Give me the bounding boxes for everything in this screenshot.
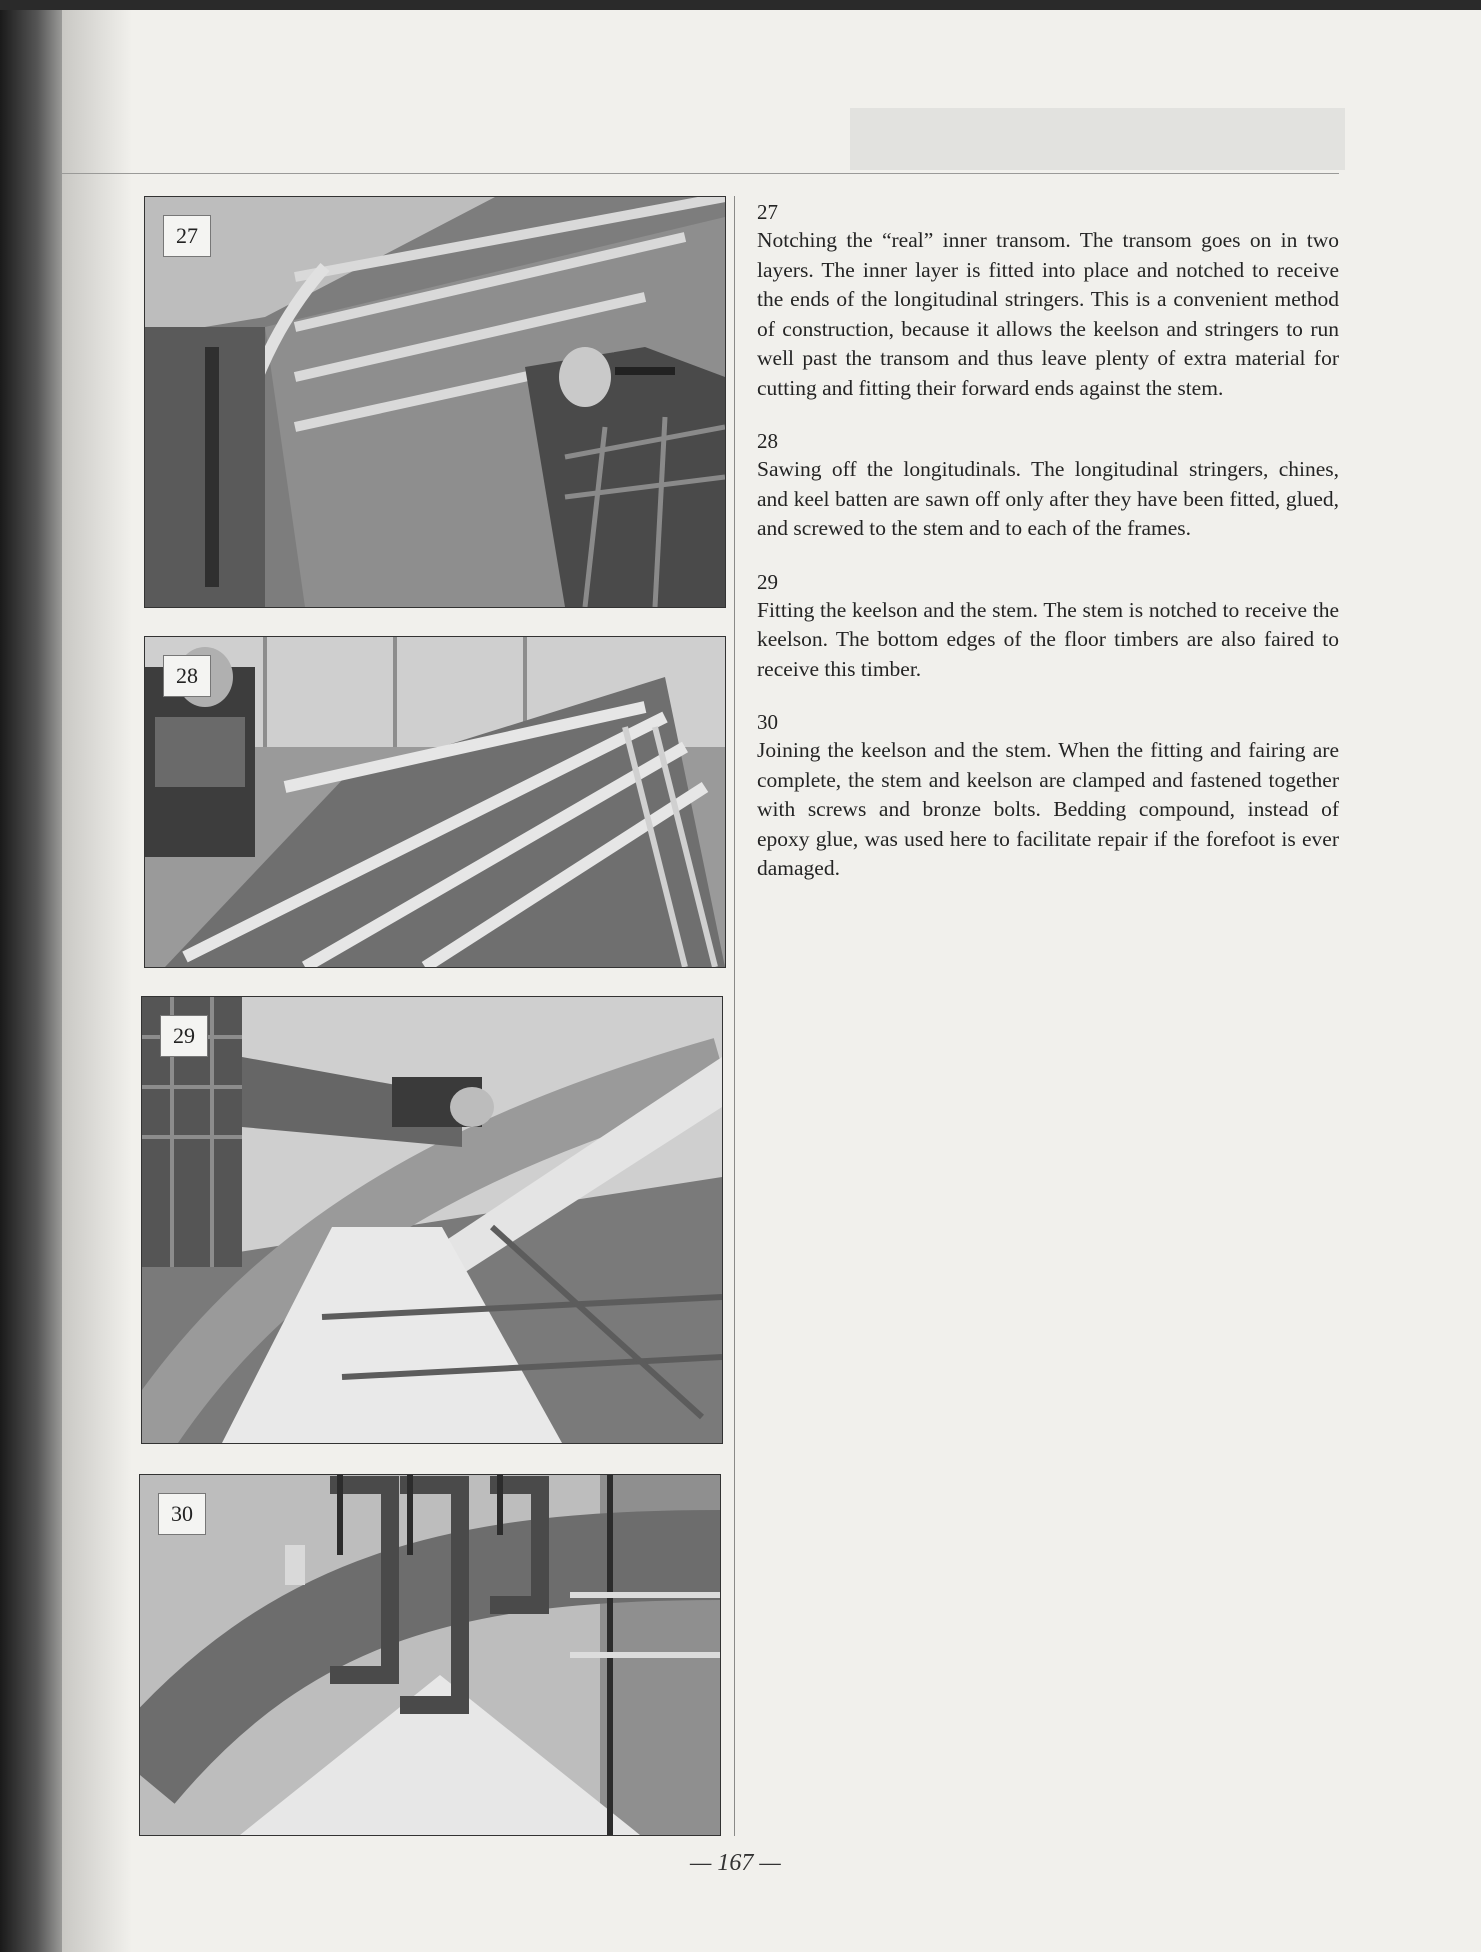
caption-number: 29 xyxy=(757,569,778,594)
caption-27 xyxy=(757,198,1339,403)
bleed-through-header xyxy=(850,108,1345,170)
caption-30 xyxy=(757,708,1339,884)
caption-number: 27 xyxy=(757,200,778,224)
page-number: — 167 — xyxy=(690,1850,781,1876)
photo-28 xyxy=(144,636,726,968)
caption-29 xyxy=(757,568,1339,685)
caption-text: Joining the keelson and the stem. When the fitting and fairing are complete, the stem and keelson are clamped and fastened together with screws and bronze bolts. Bedding compound, instead of epoxy glue, was used here to facilitate repair if the forefoot is ever damaged. xyxy=(757,738,1339,880)
caption-number: 28 xyxy=(757,429,778,453)
photo-27 xyxy=(144,196,726,608)
caption-column xyxy=(757,198,1339,908)
caption-text: Sawing off the longitudinals. The longitudinal stringers, chines, and keel batten are sawn off only after they have been fitted, glued, and screwed to the stem and to each of the frames. xyxy=(757,457,1339,540)
top-rule xyxy=(62,173,1339,174)
figure-label: 27 xyxy=(163,215,211,257)
column-divider xyxy=(734,196,735,1836)
caption-text: Fitting the keelson and the stem. The stem is notched to receive the keelson. The bottom edges of the floor timbers are also faired to receive this timber. xyxy=(757,597,1339,681)
figure-label: 30 xyxy=(158,1493,206,1535)
caption-text: Notching the “real” inner transom. The transom goes on in two layers. The inner layer is fitted into place and notched to receive the ends of the longitudinal stringers. This is a convenient method of construction, because it allows the keelson and stringers to run well past the transom and thus leave plenty of extra material for cutting and fitting their forward ends against the stem. xyxy=(757,228,1339,400)
photo-30 xyxy=(139,1474,721,1836)
figure-label: 28 xyxy=(163,655,211,697)
caption-28 xyxy=(757,427,1339,544)
photo-29 xyxy=(141,996,723,1444)
caption-number: 30 xyxy=(757,710,778,734)
figure-label: 29 xyxy=(160,1015,208,1057)
